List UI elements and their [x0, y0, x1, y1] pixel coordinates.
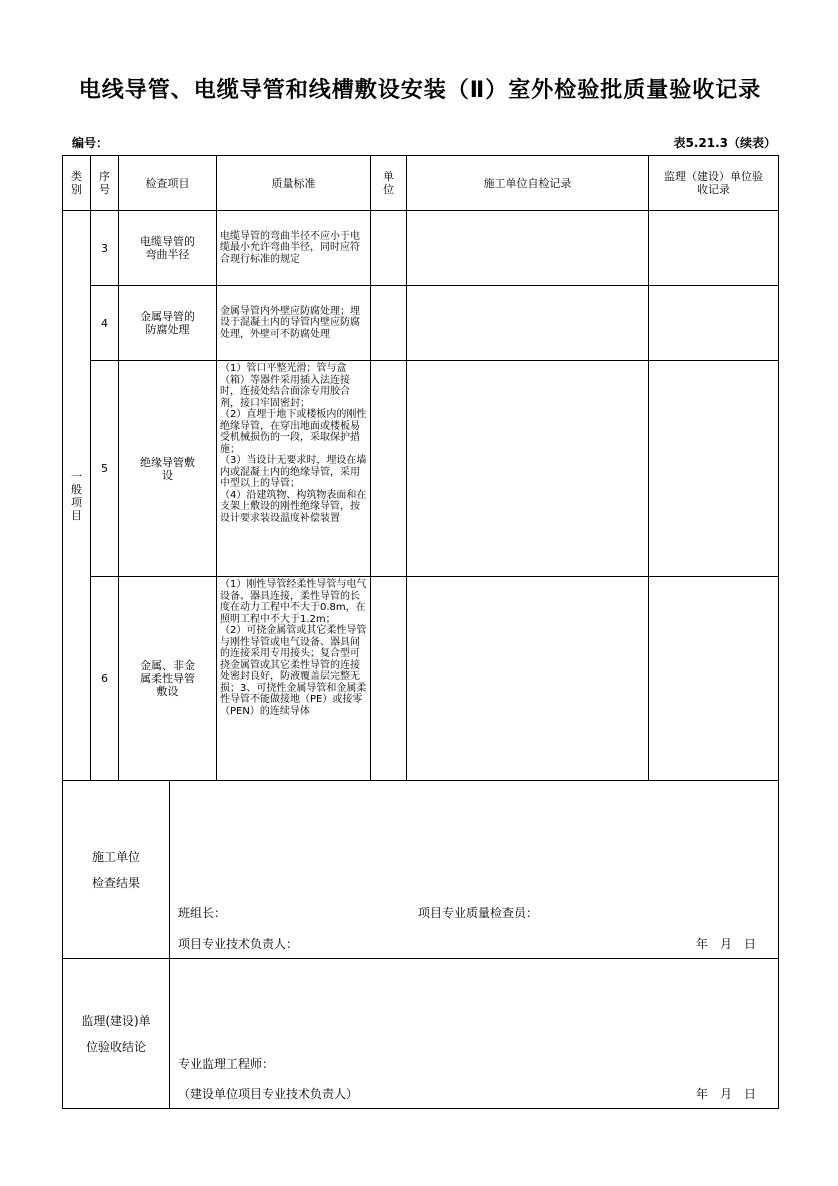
- supervision-result-row: [63, 959, 779, 1109]
- header-quality-standard: 质量标准: [217, 156, 371, 211]
- row-unit-input[interactable]: [371, 286, 407, 361]
- supervision-result-label: 监理(建设)单 位验收结论: [63, 959, 170, 1109]
- row-seq: 6: [91, 577, 119, 781]
- row-seq: 3: [91, 211, 119, 286]
- header-row: [63, 156, 779, 211]
- row-supervision-input[interactable]: [649, 361, 779, 577]
- row-seq: 5: [91, 361, 119, 577]
- row-self-check-input[interactable]: [407, 361, 649, 577]
- row-self-check-input[interactable]: [407, 577, 649, 781]
- row-check-item: 金属、非金属柔性导管敷设: [119, 577, 217, 781]
- team-leader-label: 班组长：: [178, 906, 227, 920]
- row-supervision-input[interactable]: [649, 211, 779, 286]
- record-number-label: 编号：: [72, 136, 109, 150]
- construction-result-row: [63, 781, 779, 959]
- supervision-engineer-label: 专业监理工程师：: [178, 1057, 275, 1071]
- row-seq: 4: [91, 286, 119, 361]
- row-check-item: 绝缘导管敷设: [119, 361, 217, 577]
- signoff-table: [62, 780, 779, 1109]
- header-seq: 序号: [99, 170, 110, 196]
- row-supervision-input[interactable]: [649, 286, 779, 361]
- row-unit-input[interactable]: [371, 577, 407, 781]
- row-check-item: 金属导管的防腐处理: [119, 286, 217, 361]
- header-category: 类别: [71, 170, 82, 196]
- row-self-check-input[interactable]: [407, 211, 649, 286]
- construction-result-field[interactable]: [170, 781, 779, 959]
- table-row: [63, 211, 779, 286]
- owner-rep-label: （建设单位项目专业技术负责人）: [178, 1087, 359, 1101]
- inspection-table: [62, 155, 779, 781]
- page-title: 电线导管、电缆导管和线槽敷设安装（Ⅱ）室外检验批质量验收记录: [78, 78, 762, 103]
- row-supervision-input[interactable]: [649, 577, 779, 781]
- tech-leader-label: 项目专业技术负责人：: [178, 937, 299, 951]
- construction-result-label: 施工单位 检查结果: [63, 781, 170, 959]
- row-self-check-input[interactable]: [407, 286, 649, 361]
- construction-date-label: 年 月 日: [695, 937, 756, 951]
- table-row: [63, 286, 779, 361]
- row-unit-input[interactable]: [371, 361, 407, 577]
- row-unit-input[interactable]: [371, 211, 407, 286]
- row-check-item: 电缆导管的弯曲半径: [119, 211, 217, 286]
- header-self-check: 施工单位自检记录: [407, 156, 649, 211]
- row-quality-standard: 金属导管内外壁应防腐处理；埋设于混凝土内的导管内壁应防腐处理，外壁可不防腐处理: [217, 286, 371, 361]
- row-quality-standard: 电缆导管的弯曲半径不应小于电缆最小允许弯曲半径，同时应符合现行标准的规定: [217, 211, 371, 286]
- table-row: [63, 577, 779, 781]
- row-quality-standard: （1）管口平整光滑；管与盒（箱）等器件采用插入法连接时，连接处结合面涂专用胶合剂，接口牢固密封； （2）直埋于地下或楼板内的刚性绝缘导管，在穿出地面或楼板易受机械损伤的一段，采取保护措施； （3）当设计无要求时，埋设在墙内或混凝土内的绝缘导管，采用中型以上的导管； （4）沿建筑物、构筑物表面和在支架上敷设的刚性绝缘导管，按设计要求装设温度补偿装置: [217, 361, 371, 577]
- category-label: 一般项目: [71, 469, 82, 522]
- category-cell: [63, 211, 91, 781]
- supervision-result-field[interactable]: [170, 959, 779, 1109]
- supervision-date-label: 年 月 日: [695, 1087, 756, 1101]
- row-quality-standard: （1）刚性导管经柔性导管与电气设备、器具连接，柔性导管的长度在动力工程中不大于0.8m，在照明工程中不大于1.2m； （2）可挠金属管或其它柔性导管与刚性导管或电气设备、器具间的连接采用专用接头；复合型可挠金属管或其它柔性导管的连接处密封良好，防液覆盖层完整无损；3、可挠性金属导管和金属柔性导管不能做接地（PE）或接零（PEN）的连续导体: [217, 577, 371, 781]
- quality-inspector-label: 项目专业质量检查员：: [418, 906, 539, 920]
- table-reference: 表5.21.3（续表）: [673, 136, 776, 150]
- header-check-item: 检查项目: [119, 156, 217, 211]
- table-row: [63, 361, 779, 577]
- header-unit: 单位: [383, 170, 394, 196]
- header-supervision: 监理（建设）单位验收记录: [649, 156, 779, 211]
